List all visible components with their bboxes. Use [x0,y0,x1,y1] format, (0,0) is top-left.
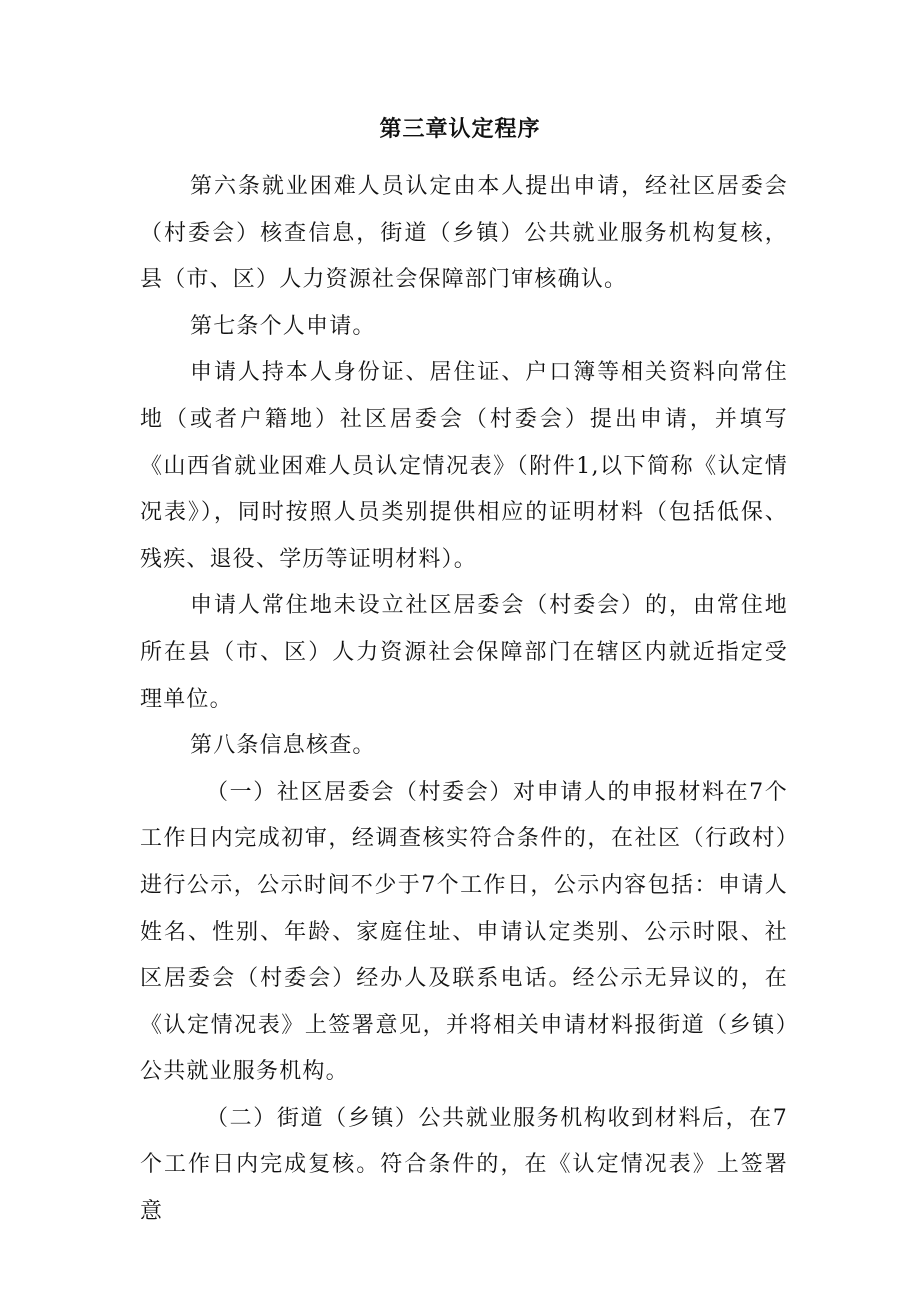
paragraph-article-8-heading: 第八条信息核查。 [190,733,376,759]
paragraph-article-7-heading: 第七条个人申请。 [190,313,376,339]
paragraph-item-1: （一）社区居委会（村委会）对申请人的申报材料在7个工作日内完成初审，经调查核实符合条件的，在社区（行政村）进行公示，公示时间不少于7个工作日，公示内容包括：申请人姓名、性别、年龄、家庭住址、申请认定类别、公示时限、社区居委会（村委会）经办人及联系电话。经公示无异议的，在《认定情况表》上签署意见，并将相关申请材料报街道（乡镇）公共就业服务机构。 [140,779,788,1085]
paragraph-designated-unit: 申请人常住地未设立社区居委会（村委会）的，由常住地所在县（市、区）人力资源社会保障部门在辖区内就近指定受理单位。 [140,593,788,712]
paragraph-article-6: 第六条就业困难人员认定由本人提出申请，经社区居委会（村委会）核查信息，街道（乡镇）公共就业服务机构复核，县（市、区）人力资源社会保障部门审核确认。 [140,174,788,293]
document-body [140,164,788,1236]
paragraph-application-materials: 申请人持本人身份证、居住证、户口簿等相关资料向常住地（或者户籍地）社区居委会（村委会）提出申请，并填写《山西省就业困难人员认定情况表》（附件1,以下简称《认定情况表》），同时按照人员类别提供相应的证明材料（包括低保、残疾、退役、学历等证明材料）。 [140,360,788,572]
chapter-title: 第三章认定程序 [379,117,541,142]
paragraph-item-2: （二）街道（乡镇）公共就业服务机构收到材料后，在7个工作日内完成复核。符合条件的，在《认定情况表》上签署意 [140,1105,788,1225]
